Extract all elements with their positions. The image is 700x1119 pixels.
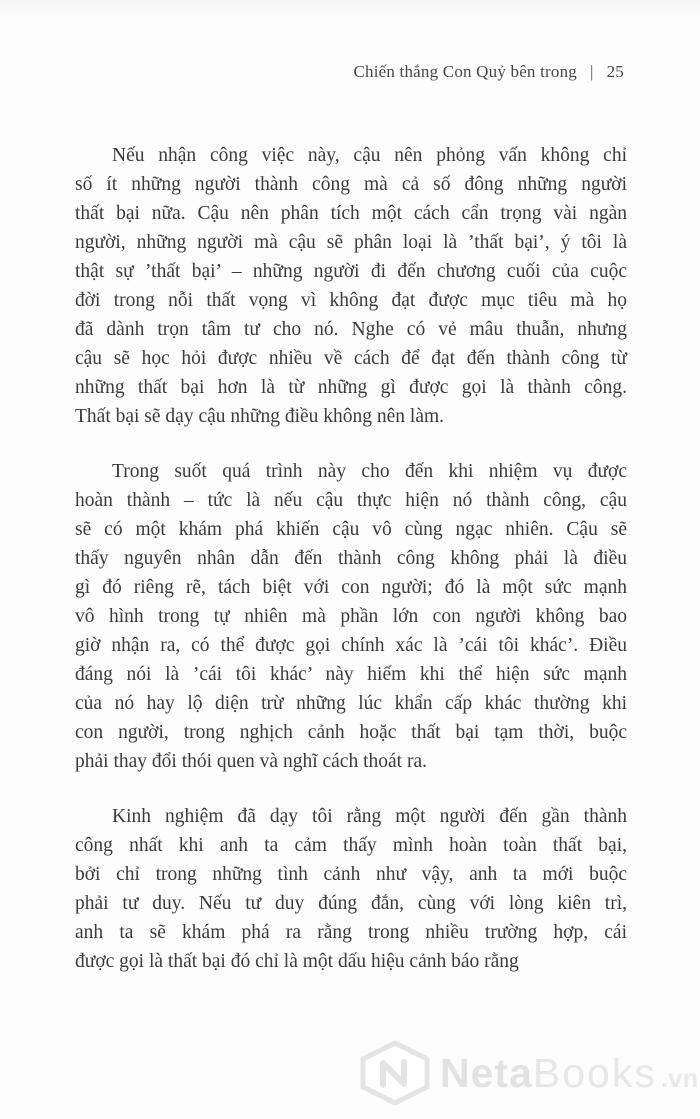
paragraph (75, 457, 627, 776)
text-line: gì đó riêng rẽ, tách biệt với con người; đó là một sức mạnh (75, 577, 627, 598)
text-line: công nhất khi anh ta cảm thấy mình hoàn toàn thất bại, (75, 835, 627, 856)
watermark-books-text: Books (532, 1049, 657, 1096)
watermark-neta-text: Neta (440, 1049, 533, 1096)
header-separator: | (589, 62, 594, 81)
text-line: được gọi là thất bại đó chỉ là một dấu hiệu cảnh báo rằng (75, 951, 519, 972)
page-header (0, 62, 624, 82)
netabooks-watermark (356, 1040, 698, 1106)
text-line: người, những người mà cậu sẽ phân loại là ’thất bại’, ý tôi là (75, 232, 627, 253)
text-line: phải tư duy. Nếu tư duy đúng đắn, cùng với lòng kiên trì, (75, 893, 627, 914)
text-line: thấy nguyên nhân dẫn đến thành công không phải là điều (75, 548, 627, 569)
text-line: hoàn thành – tức là nếu cậu thực hiện nó thành công, cậu (75, 490, 627, 511)
text-line: đáng nói là ’cái tôi khác’ này hiếm khi thể hiện sức mạnh (75, 664, 627, 685)
text-line: bởi chỉ trong những tình cảnh như vậy, anh ta mới buộc (75, 864, 627, 885)
text-block (75, 141, 627, 1002)
text-line: đã dành trọn tâm tư cho nó. Nghe có vẻ mâu thuẫn, nhưng (75, 319, 627, 340)
text-line: thất bại nữa. Cậu nên phân tích một cách cẩn trọng vài ngàn (75, 203, 627, 224)
text-line: Kinh nghiệm đã dạy tôi rằng một người đến gần thành (112, 806, 627, 827)
text-line: Trong suốt quá trình này cho đến khi nhiệm vụ được (112, 461, 627, 482)
hexagon-n-logo-icon (356, 1040, 434, 1106)
text-line: anh ta sẽ khám phá ra rằng trong nhiều trường hợp, cái (75, 922, 627, 943)
text-line: vô hình trong tự nhiên mà phần lớn con người không bao (75, 606, 627, 627)
text-line: Thất bại sẽ dạy cậu những điều không nên làm. (75, 406, 445, 427)
text-line: thật sự ’thất bại’ – những người đi đến chương cuối của cuộc (75, 261, 627, 282)
netabooks-wordmark (440, 1050, 698, 1097)
text-line: cậu sẽ học hỏi được nhiều về cách để đạt đến thành công từ (75, 348, 627, 369)
watermark-vn-text: .vn (660, 1062, 699, 1093)
running-title: Chiến thắng Con Quỷ bên trong (353, 62, 577, 81)
text-line: số ít những người thành công mà cả số đông những người (75, 174, 627, 195)
paragraph (75, 802, 627, 976)
page-number: 25 (606, 62, 624, 81)
text-line: những thất bại hơn là từ những gì được gọi là thành công. (75, 377, 627, 398)
text-line: con người, trong nghịch cảnh hoặc thất bại tạm thời, buộc (75, 722, 627, 743)
text-line: sẽ có một khám phá khiến cậu vô cùng ngạc nhiên. Cậu sẽ (75, 519, 627, 540)
text-line: giờ nhận ra, có thể được gọi chính xác là ’cái tôi khác’. Điều (75, 635, 627, 656)
text-line: đời trong nỗi thất vọng vì không đạt được mục tiêu mà họ (75, 290, 627, 311)
text-line: của nó hay lộ diện trừ những lúc khẩn cấp khác thường khi (75, 693, 627, 714)
text-line: Nếu nhận công việc này, cậu nên phỏng vấn không chỉ (112, 145, 627, 166)
text-line: phải thay đổi thói quen và nghĩ cách thoát ra. (75, 751, 427, 772)
paragraph (75, 141, 627, 431)
